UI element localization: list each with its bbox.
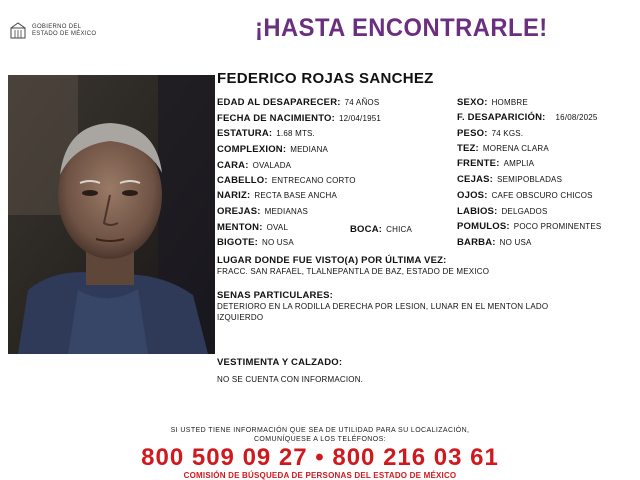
- value-tez: MORENA CLARA: [482, 144, 549, 153]
- label-bigote: BIGOTE:: [217, 237, 258, 248]
- label-desaparicion: F. DESAPARICIÓN:: [457, 112, 546, 123]
- coat-of-arms-icon: [8, 22, 28, 42]
- field-sexo: [457, 97, 528, 108]
- label-labios: LABIOS:: [457, 206, 498, 217]
- contact-line1: SI USTED TIENE INFORMACIÓN QUE SEA DE UTILIDAD PARA SU LOCALIZACIÓN,: [170, 427, 470, 434]
- person-name: FEDERICO ROJAS SANCHEZ: [217, 70, 434, 87]
- field-complexion: [217, 144, 328, 155]
- value-desaparicion: 16/08/2025: [555, 113, 598, 122]
- value-frente: AMPLIA: [503, 159, 535, 168]
- value-estatura: 1.68 MTS.: [276, 129, 315, 138]
- value-labios: DELGADOS: [501, 207, 548, 216]
- value-nariz: RECTA BASE ANCHA: [254, 191, 338, 200]
- field-edad: [217, 97, 379, 108]
- label-nacimiento: FECHA DE NACIMIENTO:: [217, 113, 335, 124]
- value-cara: OVALADA: [252, 161, 292, 170]
- value-cejas: SEMIPOBLADAS: [497, 175, 563, 184]
- label-sexo: SEXO:: [457, 97, 488, 108]
- vestimenta-label: VESTIMENTA Y CALZADO:: [217, 357, 343, 368]
- field-orejas: [217, 206, 308, 217]
- vestimenta-value: NO SE CUENTA CON INFORMACION.: [217, 375, 364, 384]
- label-estatura: ESTATURA:: [217, 128, 273, 139]
- field-frente: [457, 158, 534, 169]
- value-boca: CHICA: [386, 225, 413, 234]
- senas-label: SENAS PARTICULARES:: [217, 290, 334, 301]
- value-sexo: HOMBRE: [491, 98, 528, 107]
- label-cara: CARA:: [217, 160, 249, 171]
- missing-person-photo: [8, 75, 215, 354]
- value-menton: OVAL: [266, 223, 289, 232]
- headline: ¡HASTA ENCONTRARLE!: [255, 14, 548, 42]
- senas-line2: IZQUIERDO: [217, 313, 264, 322]
- value-peso: 74 KGS.: [491, 129, 524, 138]
- field-cabello: [217, 175, 356, 186]
- contact-line2: COMUNÍQUESE A LOS TELÉFONOS:: [253, 436, 387, 443]
- value-barba: NO USA: [499, 238, 532, 247]
- label-orejas: OREJAS:: [217, 206, 261, 217]
- label-frente: FRENTE:: [457, 158, 500, 169]
- field-tez: [457, 143, 549, 154]
- field-pomulos: [457, 221, 601, 232]
- label-ojos: OJOS:: [457, 190, 488, 201]
- value-nacimiento: 12/04/1951: [339, 114, 382, 123]
- field-cejas: [457, 174, 562, 185]
- value-ojos: CAFE OBSCURO CHICOS: [491, 191, 593, 200]
- field-peso: [457, 128, 523, 139]
- footer-agency: COMISIÓN DE BÚSQUEDA DE PERSONAS DEL ESTADO DE MÉXICO: [183, 471, 457, 480]
- senas-line1: DETERIORO EN LA RODILLA DERECHA POR LESION, LUNAR EN EL MENTON LADO: [217, 302, 549, 311]
- label-menton: MENTON:: [217, 222, 263, 233]
- lugar-label: LUGAR DONDE FUE VISTO(A) POR ÚLTIMA VEZ:: [217, 255, 447, 266]
- label-edad: EDAD AL DESAPARECER:: [217, 97, 341, 108]
- field-estatura: [217, 128, 315, 139]
- field-desaparicion: [457, 112, 598, 123]
- label-complexion: COMPLEXION:: [217, 144, 287, 155]
- label-peso: PESO:: [457, 128, 488, 139]
- value-orejas: MEDIANAS: [264, 207, 309, 216]
- label-pomulos: POMULOS:: [457, 221, 510, 232]
- government-logo: [8, 10, 128, 46]
- label-tez: TEZ:: [457, 143, 479, 154]
- field-ojos: [457, 190, 593, 201]
- value-bigote: NO USA: [261, 238, 294, 247]
- field-nacimiento: [217, 113, 381, 124]
- field-menton: [217, 222, 288, 233]
- field-barba: [457, 237, 532, 248]
- field-bigote: [217, 237, 294, 248]
- label-barba: BARBA:: [457, 237, 496, 248]
- label-boca: BOCA:: [350, 224, 383, 235]
- value-edad: 74 AÑOS: [344, 98, 380, 107]
- value-complexion: MEDIANA: [290, 145, 329, 154]
- value-cabello: ENTRECANO CORTO: [271, 176, 356, 185]
- label-cabello: CABELLO:: [217, 175, 268, 186]
- lugar-value: FRACC. SAN RAFAEL, TLALNEPANTLA DE BAZ, ESTADO DE MEXICO: [217, 267, 490, 276]
- field-cara: [217, 160, 291, 171]
- phone-numbers: 800 509 09 27 • 800 216 03 61: [141, 444, 499, 471]
- value-pomulos: POCO PROMINENTES: [513, 222, 602, 231]
- field-boca: [350, 224, 412, 235]
- field-labios: [457, 206, 548, 217]
- logo-text: GOBIERNO DEL ESTADO DE MÉXICO: [32, 24, 97, 37]
- field-nariz: [217, 190, 337, 201]
- label-nariz: NARIZ:: [217, 190, 251, 201]
- label-cejas: CEJAS:: [457, 174, 494, 185]
